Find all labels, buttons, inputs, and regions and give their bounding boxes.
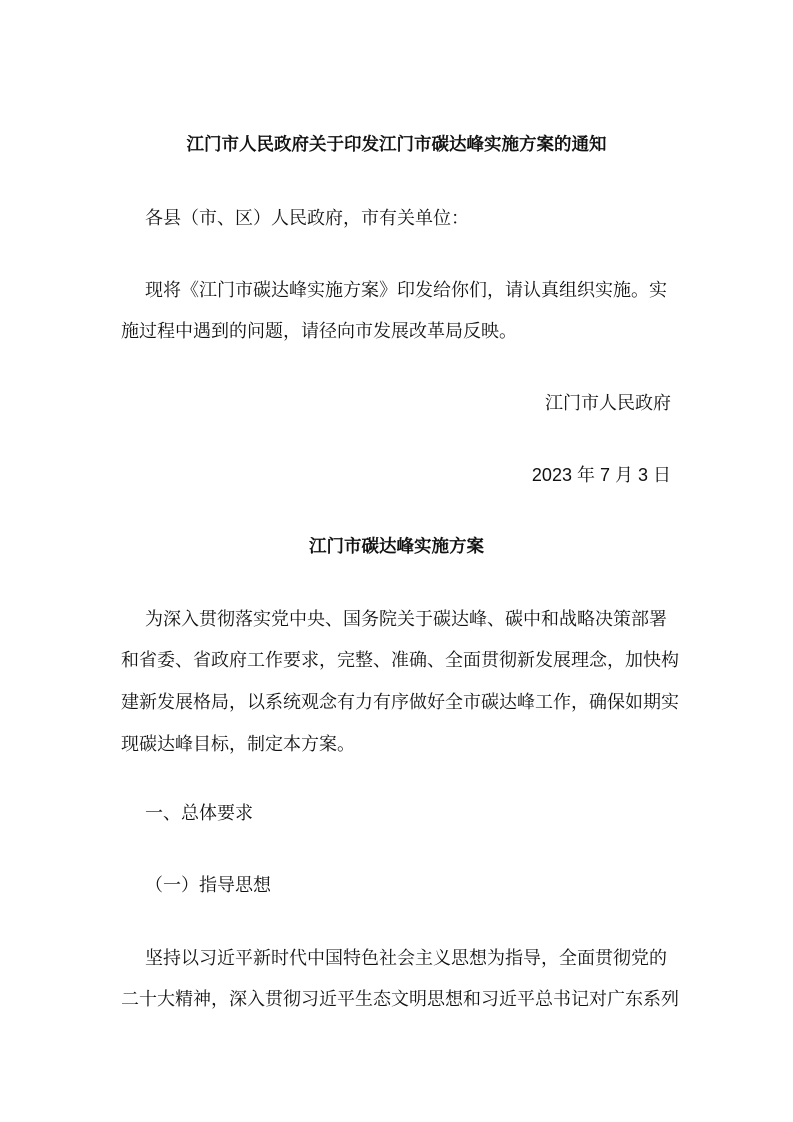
notice-body-line-2: 施过程中遇到的问题，请径向市发展改革局反映。 — [121, 321, 517, 342]
salutation: 各县（市、区）人民政府，市有关单位： — [145, 208, 469, 229]
notice-title: 江门市人民政府关于印发江门市碳达峰实施方案的通知 — [186, 135, 607, 155]
plan-intro-line-2: 和省委、省政府工作要求，完整、准确、全面贯彻新发展理念，加快构 — [121, 650, 679, 671]
notice-body-line-1: 现将《江门市碳达峰实施方案》印发给你们，请认真组织实施。实 — [145, 280, 667, 301]
guiding-text-line-1: 坚持以习近平新时代中国特色社会主义思想为指导，全面贯彻党的 — [145, 948, 667, 969]
plan-intro-line-3: 建新发展格局，以系统观念有力有序做好全市碳达峰工作，确保如期实 — [121, 692, 679, 713]
plan-intro-line-4: 现碳达峰目标，制定本方案。 — [121, 734, 355, 755]
section-heading: 一、总体要求 — [145, 803, 253, 824]
subsection-heading: （一）指导思想 — [145, 875, 271, 896]
guiding-text-line-2: 二十大精神，深入贯彻习近平生态文明思想和习近平总书记对广东系列 — [121, 989, 679, 1010]
plan-intro-line-1: 为深入贯彻落实党中央、国务院关于碳达峰、碳中和战略决策部署 — [145, 609, 667, 630]
plan-title: 江门市碳达峰实施方案 — [309, 537, 484, 557]
issue-date: 2023 年 7 月 3 日 — [531, 465, 671, 485]
issuer: 江门市人民政府 — [545, 393, 671, 414]
